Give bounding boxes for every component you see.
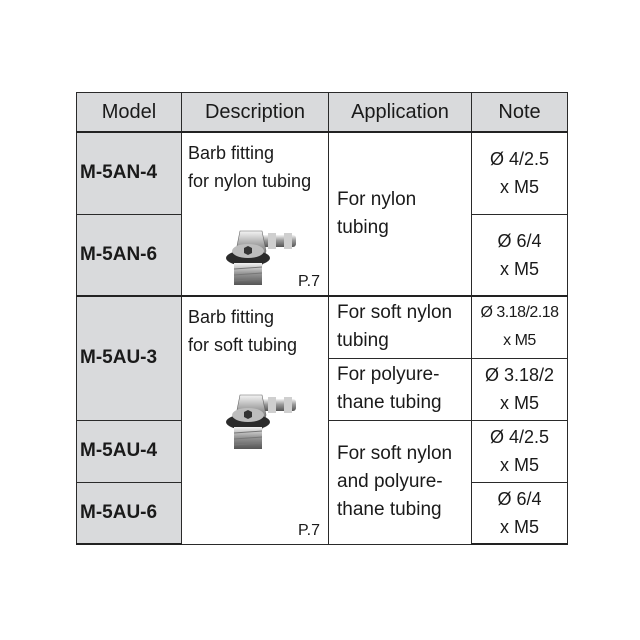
model-cell: M-5AU-3 xyxy=(77,296,182,420)
application-cell: For nylon tubing xyxy=(329,132,472,296)
application-cell: For soft nylon tubing xyxy=(329,296,472,358)
application-cell: For polyure- thane tubing xyxy=(329,358,472,420)
model-cell: M-5AN-6 xyxy=(77,214,182,296)
table-row xyxy=(77,296,568,358)
note-cell: Ø 3.18/2 x M5 xyxy=(472,358,568,420)
note-cell: Ø 3.18/2.18 x M5 xyxy=(472,296,568,358)
page-reference: P.7 xyxy=(298,521,320,539)
table-row xyxy=(77,132,568,214)
header-application: Application xyxy=(329,93,472,133)
model-cell: M-5AU-4 xyxy=(77,420,182,482)
barb-fitting-icon xyxy=(214,225,304,291)
description-cell xyxy=(182,296,329,544)
page-reference: P.7 xyxy=(298,273,320,290)
model-cell: M-5AU-6 xyxy=(77,482,182,544)
header-row xyxy=(77,93,568,133)
note-cell: Ø 4/2.5 x M5 xyxy=(472,132,568,214)
header-note: Note xyxy=(472,93,568,133)
description-text: Barb fitting for soft tubing xyxy=(188,307,298,355)
note-cell: Ø 6/4 x M5 xyxy=(472,482,568,544)
header-description: Description xyxy=(182,93,329,133)
description-cell xyxy=(182,132,329,296)
note-cell: Ø 6/4 x M5 xyxy=(472,214,568,296)
application-cell: For soft nylon and polyure- thane tubing xyxy=(329,420,472,544)
model-cell: M-5AN-4 xyxy=(77,132,182,214)
barb-fitting-icon xyxy=(214,389,304,455)
note-cell: Ø 4/2.5 x M5 xyxy=(472,420,568,482)
spec-table xyxy=(76,92,568,545)
description-text: Barb fitting for nylon tubing xyxy=(188,143,312,191)
header-model: Model xyxy=(77,93,182,133)
